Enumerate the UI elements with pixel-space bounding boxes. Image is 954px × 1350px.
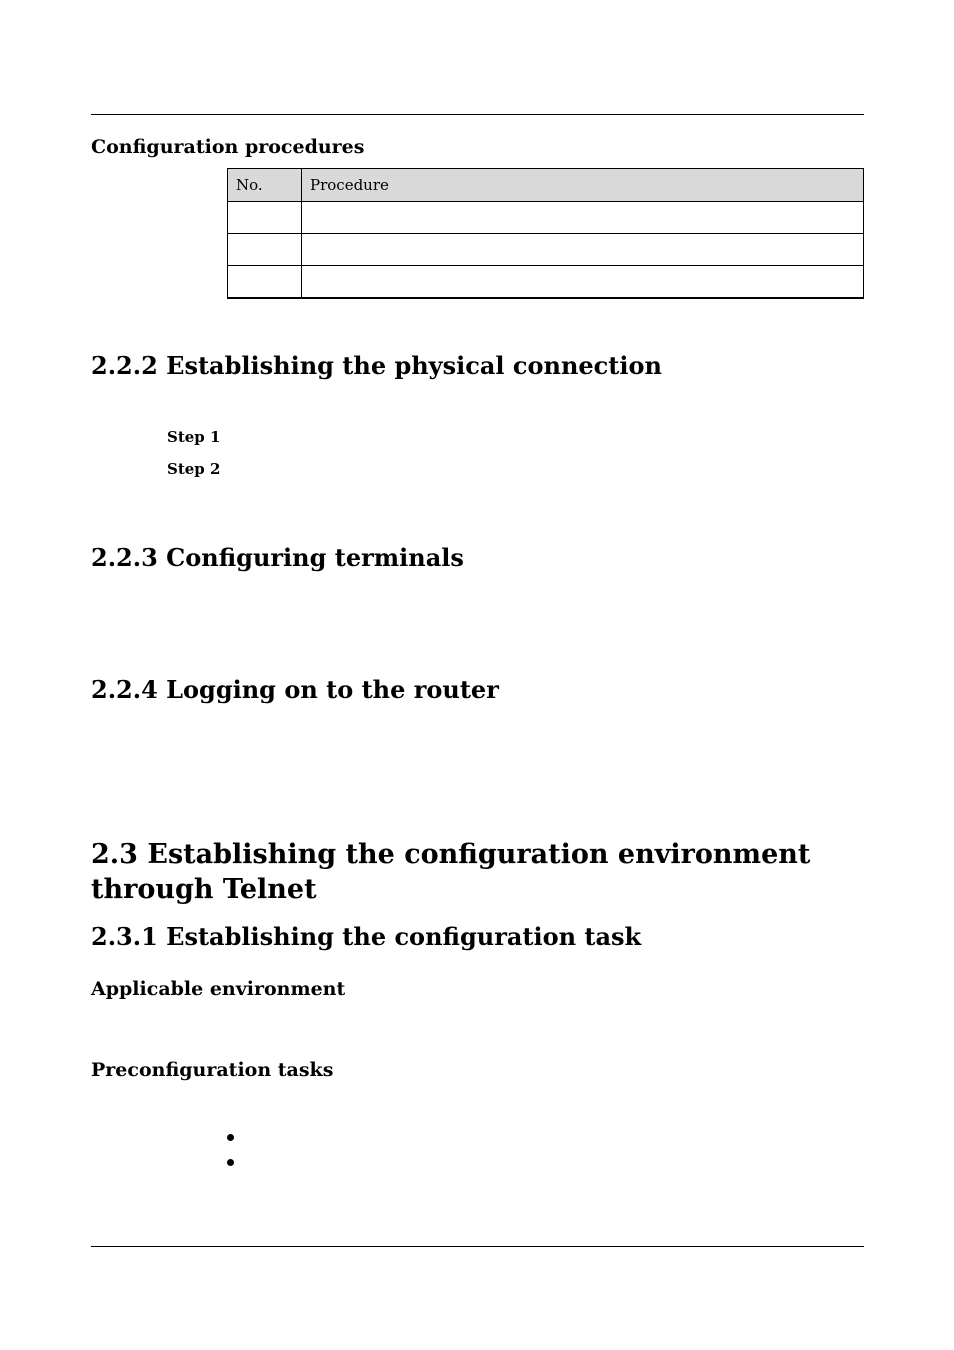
column-header-no: No. <box>228 169 302 202</box>
step-2-label: Step 2 <box>167 460 221 478</box>
list-bullet <box>227 1159 234 1166</box>
heading-2-3-1: 2.3.1 Establishing the configuration task <box>91 922 642 951</box>
step-1-label: Step 1 <box>167 428 221 446</box>
applicable-environment-heading: Applicable environment <box>91 978 346 1000</box>
heading-2-2-2: 2.2.2 Establishing the physical connection <box>91 351 662 380</box>
heading-2-2-3: 2.2.3 Configuring terminals <box>91 543 464 572</box>
table-cell-procedure <box>302 234 864 266</box>
table-cell-procedure <box>302 266 864 298</box>
table-row <box>228 202 864 234</box>
table-cell-no <box>228 234 302 266</box>
table-cell-procedure <box>302 202 864 234</box>
heading-2-2-4: 2.2.4 Logging on to the router <box>91 675 499 704</box>
heading-2-3: 2.3 Establishing the configuration environment through Telnet <box>91 839 811 905</box>
table-cell-no <box>228 266 302 298</box>
header-rule <box>91 114 864 115</box>
procedure-table <box>227 168 864 299</box>
column-header-procedure: Procedure <box>302 169 864 202</box>
footer-rule <box>91 1246 864 1247</box>
table-cell-no <box>228 202 302 234</box>
table-row <box>228 234 864 266</box>
list-bullet <box>227 1134 234 1141</box>
table-header-row <box>228 169 864 202</box>
config-procedures-heading: Configuration procedures <box>91 136 365 158</box>
preconfiguration-tasks-heading: Preconfiguration tasks <box>91 1059 334 1081</box>
table-row <box>228 266 864 298</box>
